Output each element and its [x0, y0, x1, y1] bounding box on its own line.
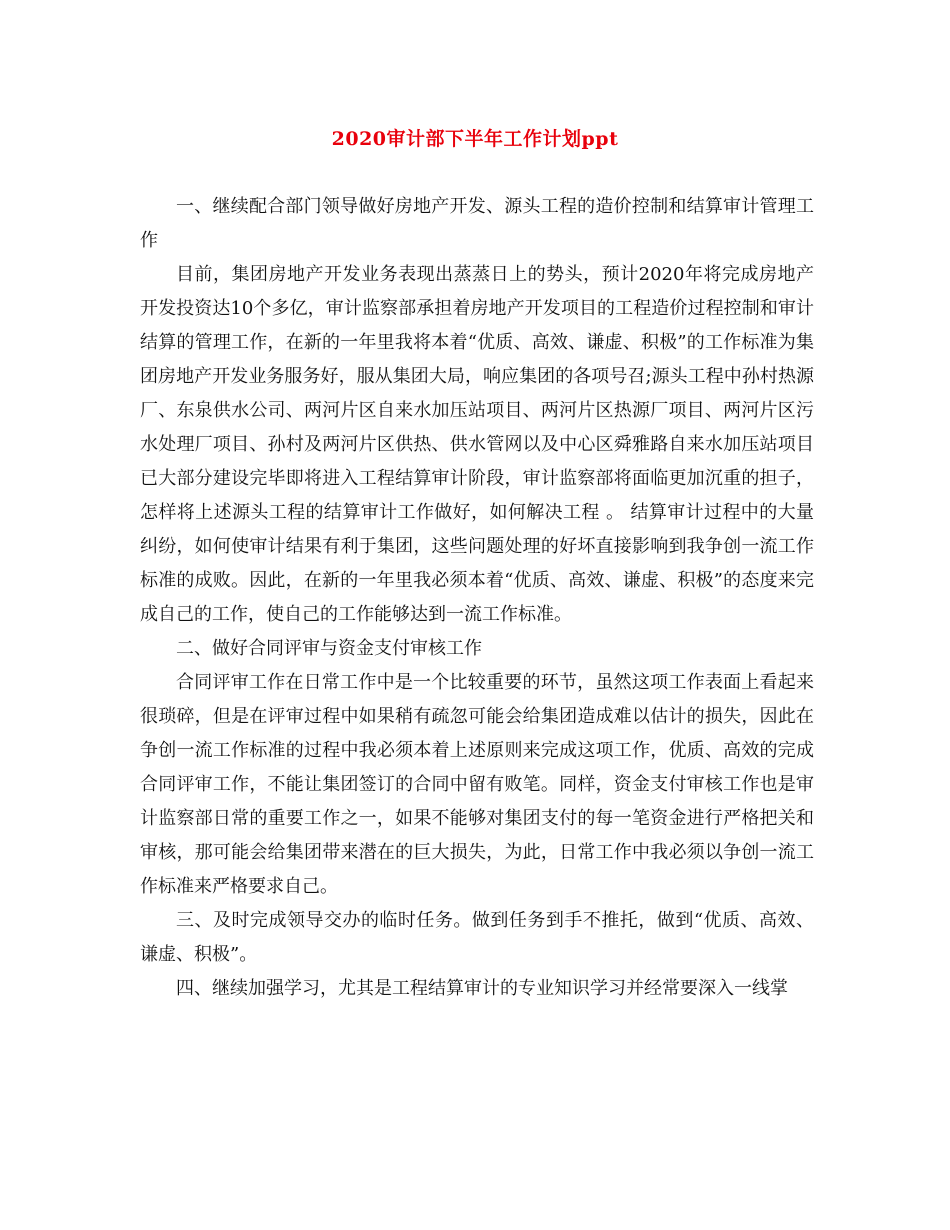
section-heading-1: 一、继续配合部门领导做好房地产开发、源头工程的造价控制和结算审计管理工作 — [140, 196, 814, 251]
paragraph-1: 目前，集团房地产开发业务表现出蒸蒸日上的势头，预计2020年将完成房地产开发投资达10个多亿，审计监察部承担着房地产开发项目的工程造价过程控制和审计结算的管理工作，在新的一年里我将本着“优质、高效、谦虚、积极”的工作标准为集团房地产开发业务服务好，服从集团大局，响应集团的各项号召;源头工程中孙村热源厂、东泉供水公司、两河片区自来水加压站项目、两河片区热源厂项目、两河片区污水处理厂项目、孙村及两河片区供热、供水管网以及中心区舜雅路自来水加压站项目已大部分建设完毕即将进入工程结算审计阶段，审计监察部将面临更加沉重的担子，怎样将上述源头工程的结算审计工作做好，如何解决工程 。 结算审计过程中的大量纠纷，如何使审计结果有利于集团，这些问题处理的好坏直接影响到我争创一流工作标准的成败。因此，在新的一年里我必须本着“优质、高效、谦虚、积极”的态度来完成自己的工作，使自己的工作能够达到一流工作标准。 — [140, 264, 814, 625]
document-title: 2020审计部下半年工作计划ppt — [331, 128, 619, 150]
paragraph-2: 合同评审工作在日常工作中是一个比较重要的环节，虽然这项工作表面上看起来很琐碎，但是在评审过程中如果稍有疏忽可能会给集团造成难以估计的损失，因此在争创一流工作标准的过程中我必须本着上述原则来完成这项工作，优质、高效的完成合同评审工作，不能让集团签订的合同中留有败笔。同样，资金支付审核工作也是审计监察部日常的重要工作之一，如果不能够对集团支付的每一笔资金进行严格把关和审核，那可能会给集团带来潜在的巨大损失，为此，日常工作中我必须以争创一流工作标准来严格要求自己。 — [140, 672, 814, 897]
section-heading-2: 二、做好合同评审与资金支付审核工作 — [176, 638, 482, 659]
section-heading-3: 三、及时完成领导交办的临时任务。做到任务到手不推托，做到“优质、高效、谦虚、积极”。 — [140, 910, 814, 965]
document-body — [140, 190, 814, 1006]
section-heading-4: 四、继续加强学习，尤其是工程结算审计的专业知识学习并经常要深入一线掌 — [176, 978, 788, 999]
